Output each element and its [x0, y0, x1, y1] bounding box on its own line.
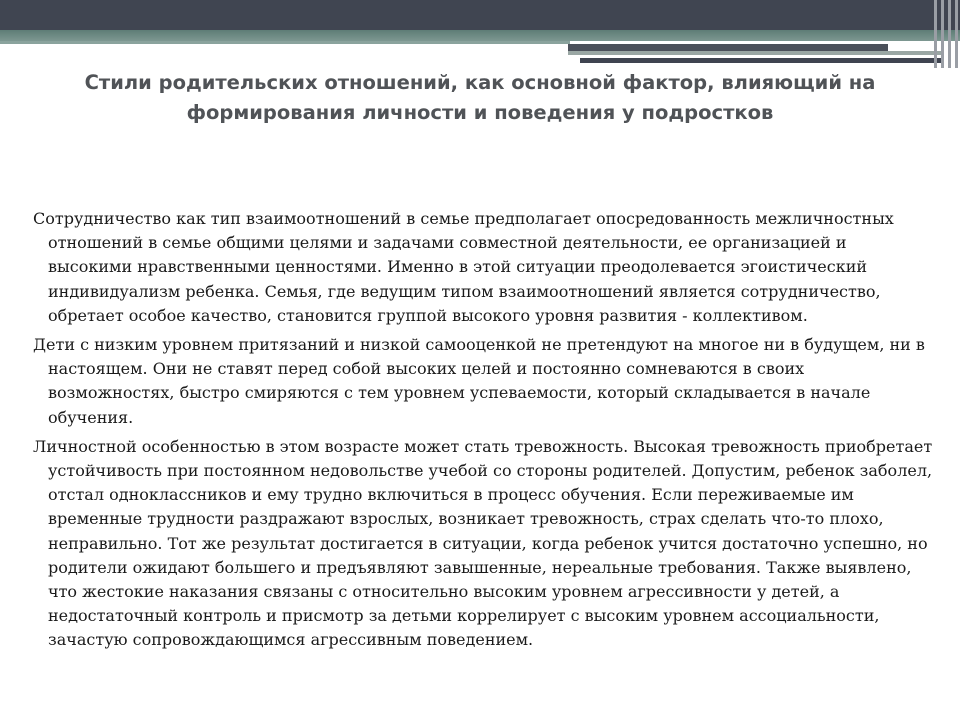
body-paragraph-1: Сотрудничество как тип взаимоотношений в семье предполагает опосредованность межличностных отношений в семье общими целями и задачами совместной деятельности, ее организацией и высокими нравственными ценностями. Именно в этой ситуации преодолевается эгоистический индивидуализм ребенка. Семья, где ведущим типом взаимоотношений является сотрудничество, обретает особое качество, становится группой высокого уровня развития - коллективом.	[33, 209, 894, 325]
header-step-bottom-bar	[580, 58, 943, 63]
body-paragraph-3: Личностной особенностью в этом возрасте может стать тревожность. Высокая тревожность приобретает устойчивость при постоянном недовольстве учебой со стороны родителей. Допустим, ребенок заболел, отстал одноклассников и ему трудно включиться в процесс обучения. Если переживаемые им временные трудности раздражают взрослых, возникает тревожность, страх сделать что-то плохо, неправильно. Тот же результат достигается в ситуации, когда ребенок учится достаточно успешно, но родители ожидают большего и предъявляют завышенные, нереальные требования. Также выявлено, что жестокие наказания связаны с относительно высоким уровнем агрессивности у детей, а недостаточный контроль и присмотр за детьми коррелирует с высоким уровнем ассоциальности, зачастую сопровождающимся агрессивным поведением.	[33, 436, 933, 650]
slide-body	[33, 207, 933, 658]
header-accent-stripe	[0, 30, 960, 41]
header-band	[0, 0, 960, 30]
header-decor-lines	[930, 0, 960, 68]
header-step-light-bar	[568, 51, 943, 55]
header-step-bar	[568, 44, 888, 51]
header-accent-line	[0, 41, 570, 44]
body-paragraph-2: Дети с низким уровнем притязаний и низкой самооценкой не претендуют на многое ни в будущем, ни в настоящем. Они не ставят перед собой высоких целей и постоянно сомневаются в своих возможностях, быстро смиряются с тем уровнем успеваемости, который складывается в начале обучения.	[33, 335, 925, 427]
slide-title: Стили родительских отношений, как основной фактор, влияющий на формирования личности и поведения у подростков	[84, 71, 876, 124]
